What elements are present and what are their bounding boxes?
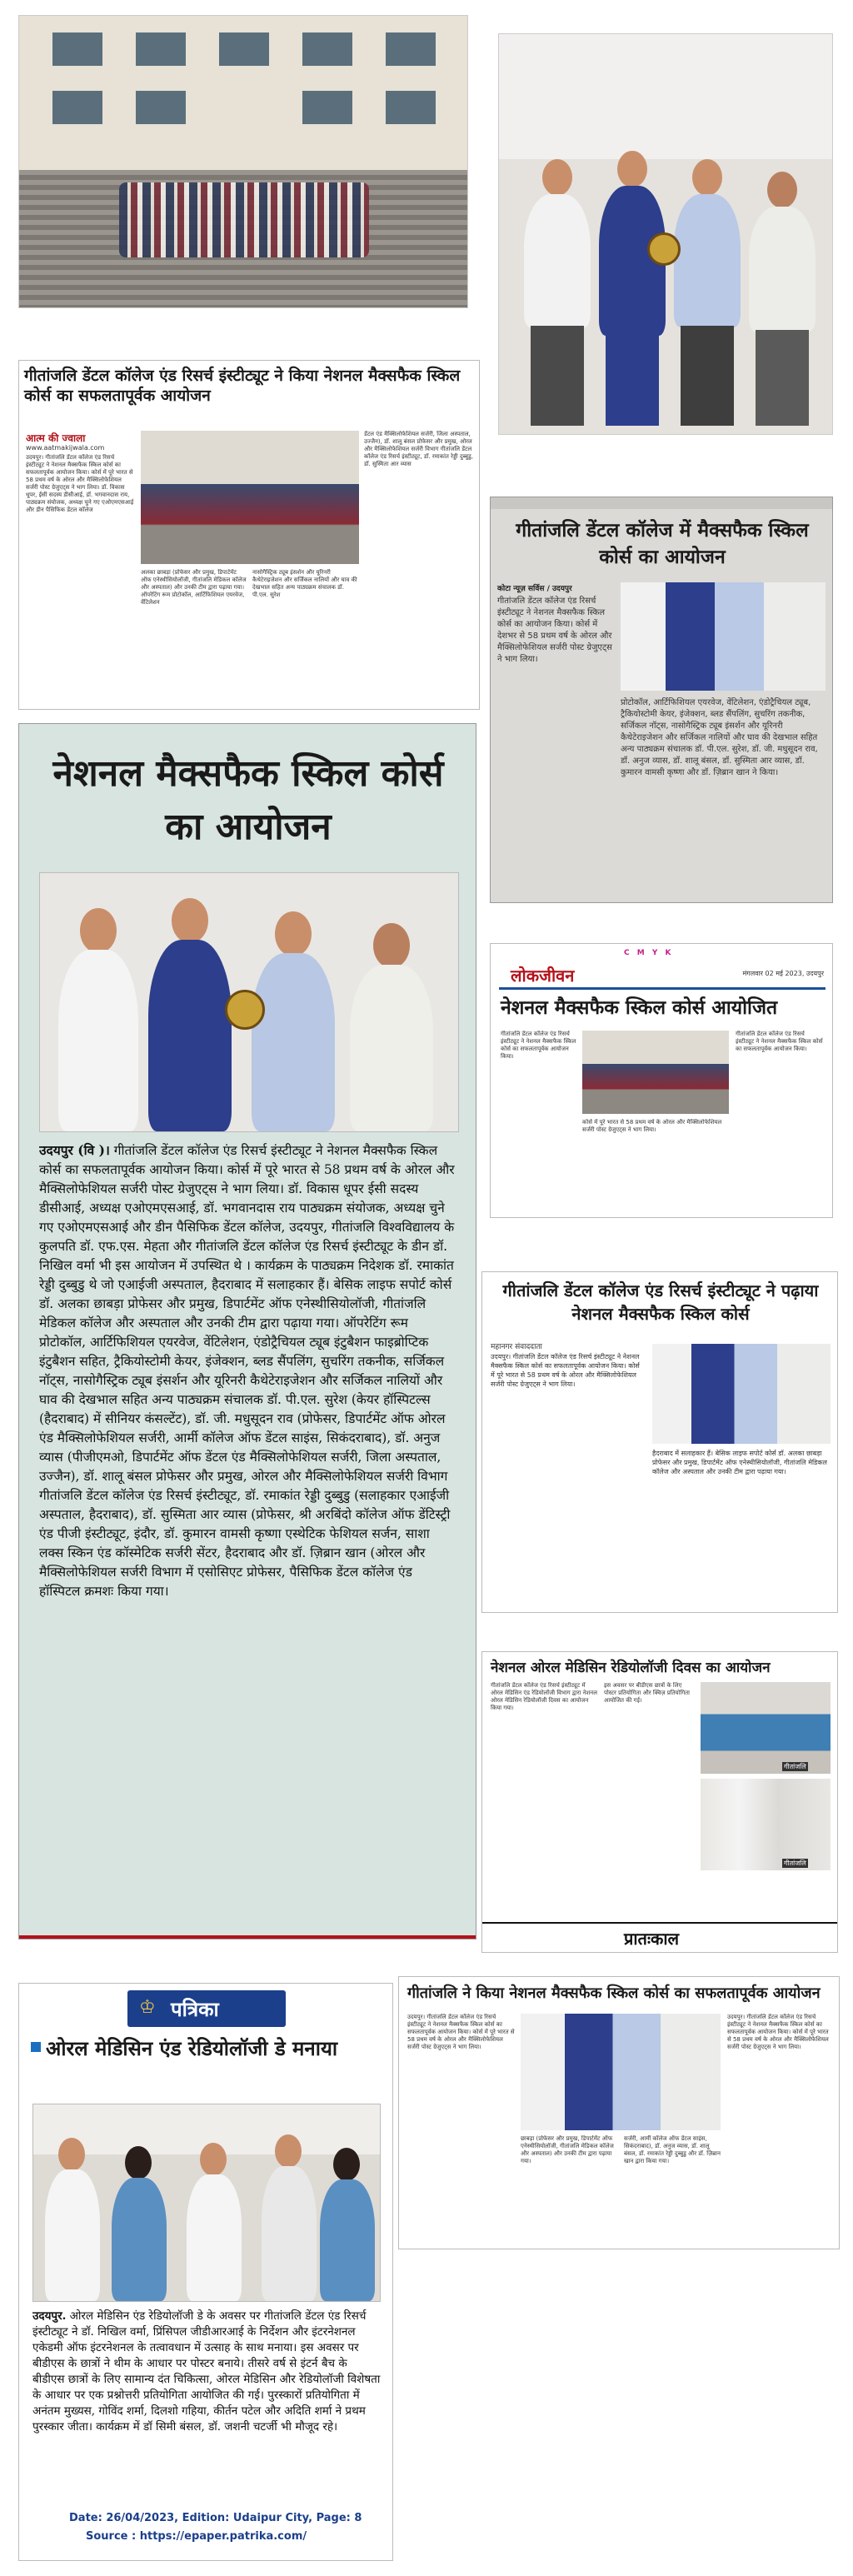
group-photo-thumb bbox=[701, 1682, 831, 1774]
award-photo-thumb bbox=[521, 2014, 721, 2130]
paper-masthead: प्रातःकाल bbox=[624, 1929, 680, 1949]
article-column: डेंटल एंड मैक्सिलोफेशियल सर्जरी, जिला अस्पताल, उज्जैन), डॉ. शालू बंसल प्रोफेसर और प्रमुख, ओरल और मैक्सिलोफेशियल सर्जरी विभाग गीतांजलि डेंटल कॉलेज एंड रिसर्च इंस्टीट्यूट, डॉ. रमाकांत रेड्डी दुब्बुडु, डॉ. सुस्मिता आर व्यास bbox=[364, 431, 473, 467]
article-column: इस अवसर पर बीडीएस छात्रों के लिए पोस्टर प्रतियोगिता और क्विज़ प्रतियोगिता आयोजित की गई। bbox=[604, 1682, 690, 1704]
clip-headline: ओरल मेडिसिन एंड रेडियोलॉजी डे मनाया bbox=[46, 2037, 338, 2060]
clip-headline: गीतांजलि डेंटल कॉलेज एंड रिसर्च इंस्टीट्यूट ने पढ़ाया नेशनल मैक्सफैक स्किल कोर्स bbox=[502, 1281, 819, 1324]
cmyk-strip: C M Y K bbox=[624, 949, 674, 957]
memento-plaque bbox=[647, 232, 681, 266]
article-column: सर्जरी, आर्मी कॉलेज ऑफ डेंटल साइंस, सिकंदराबाद), डॉ. अनुज व्यास, डॉ. शालू बंसल, डॉ. रमाकांत रेड्डी दुब्बुडु और डॉ. ज़िब्रान खान द्वारा किया गया। bbox=[624, 2135, 721, 2164]
group-photo-thumb bbox=[141, 431, 359, 564]
article-body bbox=[39, 1141, 457, 1924]
article-column: हैदराबाद में सलाहकार हैं। बेसिक लाइफ सपोर्ट कोर्स डॉ. अलका छाबड़ा प्रोफेसर और प्रमुख, डिपार्टमेंट ऑफ एनेस्थीसियोलॉजी, गीतांजलि मेडिकल कॉलेज और अस्पताल और उनकी टीम द्वारा पढ़ाया गया। bbox=[652, 1450, 827, 1475]
award-photo-group bbox=[32, 2104, 381, 2302]
paper-masthead: पत्रिका bbox=[171, 1998, 219, 2021]
news-clip-maxfac-course bbox=[490, 497, 833, 903]
news-clip-oral-medicine-day bbox=[481, 1651, 838, 1953]
article-lead: उदयपुर (वि )। bbox=[39, 1142, 110, 1158]
byline: महानगर संवाददाता bbox=[491, 1343, 542, 1351]
paper-date: मंगलवार 02 मई 2023, उदयपुर bbox=[742, 970, 824, 977]
photo-caption: गीतांजलि bbox=[784, 1860, 806, 1867]
article-column: गीतांजलि डेंटल कॉलेज एंड रिसर्च इंस्टीट्यूट ने नेशनल मैक्सफैक स्किल कोर्स का सफलतापूर्वक आयोजन किया। bbox=[501, 1031, 576, 1060]
patrika-emblem-icon: ♔ bbox=[139, 1997, 156, 2018]
group-photo-thumb bbox=[582, 1031, 729, 1114]
news-clip-lokjeevan bbox=[490, 943, 833, 1218]
person-head bbox=[542, 159, 572, 196]
footer-date: Date: 26/04/2023, Edition: Udaipur City, Page: 8 bbox=[69, 2512, 362, 2524]
clip-headline: नेशनल मैक्सफैक स्किल कोर्स का आयोजन bbox=[52, 752, 444, 848]
news-clip-geetanjali-success bbox=[398, 1976, 840, 2249]
clip-headline: गीतांजलि डेंटल कॉलेज एंड रिसर्च इंस्टीट्यूट ने किया नेशनल मैक्सफैक स्किल कोर्स का सफलतापूर्वक आयोजन bbox=[24, 367, 461, 405]
article-column: गीतांजलि डेंटल कॉलेज एंड रिसर्च इंस्टीट्यूट ने नेशनल मैक्सफैक स्किल कोर्स का सफलतापूर्वक आयोजन किया। bbox=[736, 1031, 823, 1052]
footer-source: Source : https://epaper.patrika.com/ bbox=[86, 2530, 307, 2543]
article-column: कोर्स में पूरे भारत से 58 प्रथम वर्ष के ओरल और मैक्सिलोफेशियल सर्जरी पोस्ट ग्रेजुएट्स ने भाग लिया। bbox=[582, 1119, 722, 1133]
article-column: उदयपुर। गीतांजलि डेंटल कॉलेज एंड रिसर्च इंस्टीट्यूट ने नेशनल मैक्सफैक स्किल कोर्स का सफलतापूर्वक आयोजन किया। कोर्स में पूरे भारत से 58 प्रथम वर्ष के ओरल और मैक्सिलोफेशियल सर्जरी पोस्ट ग्रेजुएट्स ने भाग लिया। bbox=[407, 2014, 515, 2050]
paper-site: www.aatmakijwala.com bbox=[26, 444, 105, 452]
article-column: गीतांजलि डेंटल कॉलेज एंड रिसर्च इंस्टीट्यूट ने नेशनल मैक्सफैक स्किल कोर्स का आयोजन किया। कोर्स में देशभर से 58 प्रथम वर्ष के ओरल और मैक्सिलोफेशियल सर्जरी पोस्ट ग्रेजुएट्स ने भाग लिया। bbox=[497, 597, 612, 664]
article-column: अलका छाबड़ा (प्रोफेसर और प्रमुख, डिपार्टमेंट ऑफ एनेस्थीसियोलॉजी, गीतांजलि मेडिकल कॉलेज और अस्पताल) और उनकी टीम द्वारा पढ़ाया गया। ऑपरेटिंग रूम प्रोटोकॉल, आर्टिफिशियल एयरवेज, वेंटिलेशन bbox=[141, 569, 247, 606]
paper-name: आत्म की ज्वाला bbox=[26, 432, 86, 444]
group-photo-building bbox=[18, 15, 468, 308]
news-clip-aatmakijwala bbox=[18, 360, 480, 710]
article-column: उदयपुर। गीतांजलि डेंटल कॉलेज एंड रिसर्च इंस्टीट्यूट ने नेशनल मैक्सफैक स्किल कोर्स का सफलतापूर्वक आयोजन किया। कोर्स में पूरे भारत से 58 प्रथम वर्ष के ओरल और मैक्सिलोफेशियल सर्जरी पोस्ट ग्रेजुएट्स ने भाग लिया। bbox=[727, 2014, 829, 2050]
clip-headline: नेशनल ओरल मेडिसिन रेडियोलॉजी दिवस का आयोजन bbox=[491, 1660, 771, 1676]
headline-marker bbox=[31, 2042, 41, 2052]
patrika-logo bbox=[127, 1990, 286, 2027]
award-photo-thumb bbox=[701, 1779, 831, 1870]
article-column: गीतांजलि डेंटल कॉलेज एंड रिसर्च इंस्टीट्यूट में ओरल मेडिसिन एंड रेडियोलॉजी विभाग द्वारा नेशनल ओरल मेडिसिन रेडियोलॉजी दिवस का आयोजन किया गया। bbox=[491, 1682, 597, 1711]
article-text: ओरल मेडिसिन एंड रेडियोलॉजी डे के अवसर पर गीतांजलि डेंटल एंड रिसर्च इंस्टीट्यूट ने डॉ. निखिल वर्मा, प्रिंसिपल जीडीआरआई के निर्देशन और इंटरनेशनल एकेडमी ऑफ इंटरनेशनल के तत्वावधान में उत्साह के साथ मनाया। इस अवसर पर बीडीएस के छात्रों ने थीम के आधार पर पोस्टर बनाये। तीसरे वर्ष से इंटर्न बैच के बीडीएस छात्रों के लिए सामान्य दंत चिकित्सा, ओरल मेडिसिन और रेडियोलॉजी विशेषता के आधार पर एक प्रश्नोत्तरी प्रतियोगिता आयोजित की गई। पुरस्कारों प्रतियोगिता में अनंतम मुख्यस, गोविंद शर्मा, दिलशो गहिया, कीर्तन पटेल और अदिति शर्मा ने प्रथम पुरस्कार जीता। कार्यक्रम में डॉ सिमी बंसल, डॉ. जशनी चटर्जी भी मौजूद रहे। bbox=[32, 2309, 381, 2434]
award-photo-large bbox=[39, 872, 459, 1132]
clip-headline: गीतांजलि डेंटल कॉलेज में मैक्सफैक स्किल कोर्स का आयोजन bbox=[516, 520, 809, 568]
article-column: छाबड़ा (प्रोफेसर और प्रमुख, डिपार्टमेंट ऑफ एनेस्थीसियोलॉजी, गीतांजलि मेडिकल कॉलेज और अस्पताल) और उनकी टीम द्वारा पढ़ाया गया। bbox=[521, 2135, 614, 2164]
news-clip-mahanagar bbox=[481, 1271, 838, 1613]
article-column: उदयपुर। गीतांजलि डेंटल कॉलेज एंड रिसर्च इंस्टीट्यूट ने नेशनल मैक्सफैक स्किल कोर्स का सफलतापूर्वक आयोजन किया। कोर्स में पूरे भारत से 58 प्रथम वर्ष के ओरल और मैक्सिलोफेशियल सर्जरी पोस्ट ग्रेजुएट्स ने भाग लिया। डॉ. विकास धूपर, ईसी सदस्य डीसीआई, डॉ. भगवानदास राय, पाठ्यक्रम संयोजक, अध्यक्ष चुने गए एओएमएसआई और डीन पैसिफिक डेंटल कॉलेज bbox=[26, 454, 134, 513]
article-column: उदयपुर। गीतांजलि डेंटल कॉलेज एंड रिसर्च इंस्टीट्यूट ने नेशनल मैक्सफैक स्किल कोर्स का सफलतापूर्वक आयोजन किया। कोर्स में पूरे भारत से 58 प्रथम वर्ष के ओरल और मैक्सिलोफेशियल सर्जरी पोस्ट ग्रेजुएट्स ने भाग लिया। bbox=[491, 1353, 640, 1388]
photo-caption: गीतांजलि bbox=[784, 1763, 806, 1770]
paper-masthead: लोकजीवन bbox=[511, 966, 575, 986]
news-clip-patrika bbox=[18, 1983, 393, 2561]
dateline: कोटा न्यूज़ सर्विस / उदयपुर bbox=[497, 585, 572, 593]
article-column: नासोगैस्ट्रिक ट्यूब इंसर्शन और यूरिनरी कैथेटेराइजेशन और सर्जिकल नालियों और घाव की देखभाल सहित अन्य पाठ्यक्रम संचालक डॉ. पी.एल. सुरेश bbox=[252, 569, 357, 598]
award-photo-thumb bbox=[652, 1344, 831, 1444]
article-column: प्रोटोकॉल, आर्टिफिशियल एयरवेज, वेंटिलेशन, एंडोट्रैचियल ट्यूब, ट्रैकियोस्टोमी केयर, इंजेक्शन, ब्लड सैंपलिंग, सुचरिंग तकनीक, सर्जिकल नॉट्स, नासोगैस्ट्रिक ट्यूब इंसर्शन और यूरिनरी कैथेटेराइजेशन और सर्जिकल नालियों और घाव की देखभाल सहित अन्य पाठ्यक्रम संचालक डॉ. पी.एल. सुरेश, डॉ. जी. मधुसूदन राव, डॉ. अनुज व्यास, डॉ. शालू बंसल, डॉ. सुस्मिता आर व्यास, डॉ. कुमारन वामसी कृष्णा और डॉ. ज़िब्रान खान ने किया। bbox=[621, 698, 818, 777]
article-body bbox=[32, 2309, 381, 2490]
award-photo-four-men bbox=[498, 33, 833, 435]
clip-headline: नेशनल मैक्सफैक स्किल कोर्स आयोजित bbox=[501, 997, 778, 1019]
person-body bbox=[524, 194, 591, 327]
award-photo-thumb bbox=[621, 582, 826, 691]
article-lead: उदयपुर. bbox=[32, 2309, 67, 2323]
news-clip-national-maxfac bbox=[18, 723, 476, 1939]
clip-headline: गीतांजलि ने किया नेशनल मैक्सफैक स्किल कोर्स का सफलतापूर्वक आयोजन bbox=[407, 1984, 821, 2002]
article-text: गीतांजलि डेंटल कॉलेज एंड रिसर्च इंस्टीट्यूट ने नेशनल मैक्सफैक स्किल कोर्स का सफलतापूर्वक आयोजन किया। कोर्स में पूरे भारत से 58 प्रथम वर्ष के ओरल और मैक्सिलोफेशियल सर्जरी पोस्ट ग्रेजुएट्स ने भाग लिया। डॉ. विकास धूपर ईसी सदस्य डीसीआई, अध्यक्ष एओएमएसआई, डॉ. भगवानदास राय पाठ्यक्रम संयोजक, अध्यक्ष चुने गए एओएमएसआई और डीन पैसिफिक डेंटल कॉलेज, उदयपुर, गीतांजलि विश्वविद्यालय के कुलपति डॉ. एफ.एस. मेहता और गीतांजलि डेंटल कॉलेज एंड रिसर्च इंस्टीट्यूट के डीन डॉ. निखिल वर्मा भी इस आयोजन में उपस्थित थे । कार्यक्रम के पाठ्यक्रम निदेशक डॉ. रमाकांत रेड्डी दुब्बुडु थे जो एआईजी अस्पताल, हैदराबाद में सलाहकार हैं। बेसिक लाइफ सपोर्ट कोर्स डॉ. अलका छाबड़ा प्रोफेसर और प्रमुख, डिपार्टमेंट ऑफ एनेस्थीसियोलॉजी, गीतांजलि मेडिकल कॉलेज और अस्पताल और उनकी टीम द्वारा पढ़ाया गया। ऑपरेटिंग रूम प्रोटोकॉल, आर्टिफिशियल एयरवेज, वेंटिलेशन, एंडोट्रैचियल ट्यूब इंटुबैशन फाइब्रोप्टिक इंटुबैशन सहित, ट्रैकियोस्टोमी केयर, इंजेक्शन, ब्लड सैंपलिंग, सुचरिंग तकनीक, सर्जिकल नॉट्स, नासोगैस्ट्रिक ट्यूब इंसर्शन और यूरिनरी कैथेटेराइजेशन और सर्जिकल नालियों और घाव की देखभाल सहित अन्य पाठ्यक्रम संचालक डॉ. पी.एल. सुरेश (केयर हॉस्पिटल्स (हैदराबाद) में सीनियर कंसल्टेंट), डॉ. जी. मधुसूदन राव (प्रोफेसर, डिपार्टमेंट ऑफ ओरल एंड मैक्सिलोफेशियल सर्जरी, आर्मी कॉलेज ऑफ डेंटल साइंस, सिकंदराबाद), डॉ. अनुज व्यास (पीजीएमओ, डिपार्टमेंट ऑफ डेंटल एंड मैक्सिलोफेशियल सर्जरी, जिला अस्पताल, उज्जैन), डॉ. शालू बंसल प्रोफेसर और प्रमुख, ओरल और मैक्सिलोफेशियल सर्जरी विभाग गीतांजलि डेंटल कॉलेज एंड रिसर्च इंस्टीट्यूट, डॉ. रमाकांत रेड्डी दुब्बुडु (सलाहकार एआईजी अस्पताल, हैदराबाद), डॉ. सुस्मिता आर व्यास (प्रोफेसर, श्री अरबिंदो कॉलेज ऑफ डेंटिस्ट्री एंड पीजी इंस्टीट्यूट, इंदौर, डॉ. कुमारन वामसी कृष्णा एस्थेटिक फेशियल सर्जन, साशा लक्स स्किन एंड कॉस्मेटिक सर्जरी सेंटर, हैदराबाद और डॉ. ज़िब्रान खान (ओरल और मैक्सिलोफेशियल सर्जरी विभाग में एसोसिएट प्रोफेसर, पैसिफिक डेंटल कॉलेज एंड हॉस्पिटल क्रमशः किया गया। bbox=[39, 1143, 455, 1599]
